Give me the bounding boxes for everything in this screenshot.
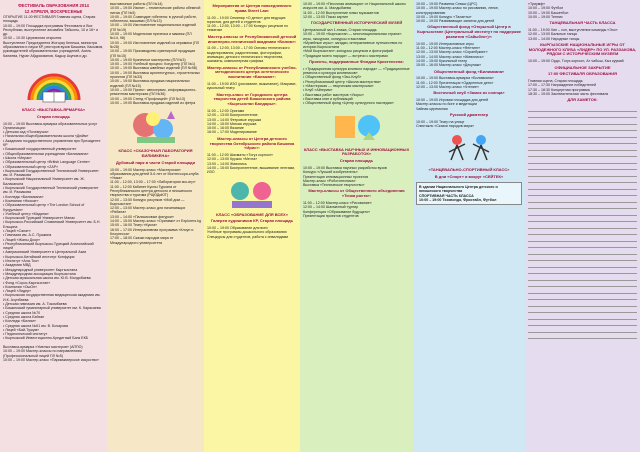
workshops-text: выставочные работы (ПЛ №14) 10:00 – 19:00 Изонит – тематические работы обемной нитью (ПЛ №5) 10:00 – 19:00 Созвездие гобелена: в ручной работе, гобеленом, вышивки (ПЛ №13) 10:00 – 19:00 Изготовление национальных изделий (ПЛ №19) 10:00 – 19:00 Модельная прическа и макияж (ПЛ №14, 98) 10:00 – 19:00 Изготовление изделий из керамики (ПЛ №28) 10:00 – 19:00 Производство сувенирной продукции (ПЛ №15) 10:00 – 19:00 Кузнечное мастерство (ПЛ №3) 10:00 – 19:00 Учебный процесс: Кондитер (ПЛ №1) 10:00 – 19:00 Выставка швейных изделий (ПЛ №98) 10:00 – 19:00 Выставка архитектурных, строительных проектов (ПЛ №33) 10:00 – 19:00 Выставка-продажа национальных изделий (ПЛ №15) 10:00 – 19:00 Проект: автосервис, информационно-ремонтная мастерская (ПЛ №36) 10:00 – 19:00 Стенд «Профлицей» (ПЛ №13) 10:00 – 19:00 Выставка-продажа изделий из фетра [110,2,201,105]
eastern-club-title: Восточный клуб «Замок из солнца» [433,90,505,96]
science-illustration [327,108,387,146]
drama-theatre-body: 10:00 – 19:00 Театр на улице Спектакль «Сказки народов мира» [416,119,475,129]
closing-title: ОФИЦИАЛЬНОЕ ЗАКРЫТИЕ [554,64,611,70]
christensen-body: • «Традиционная культура кочевого народа» — «Традиционные ремесла и культура кочевников» • Общественный фонд «Эко-Клуб» • Республиканский центр «Школа мастерства» • «Мастерская — творческая мастерская» • Клуб «Айгерим» • Выставка работ мастеров «Узоры» • Выставка книг и публикаций • Общественный фонд «Центр культурного наследия» [303,66,410,106]
bilimkana-title: Общественный фонд «Билимкана» [433,68,505,74]
kyrgyzstan-baldary-body: 11:00 – 12:00 Оригами 12:00 – 13:00 Бисероплетение 13:00 – 14:00 Фетровые игрушки 14:00 – 15:00 Мягкая игрушка 15:00 – 16:00 Вязание 16:00 – 17:00 Моделирование [207,108,262,135]
balajan-title: Мастер-классы от Республиканского учебно-методического центра эстетического воспитания «Балажан»: [207,64,297,80]
opening-text: ОТКРЫТИЕ 11.00 ФЕСТИВАЛЯ Главная сцена, Старая площадь 10:00 – 19:00 Площадка программы Фестиваля и Все Республики, выступление ансамбля Табылгы, 10 и 16+ и др. 10:00 – 10:30 Церемония открытия Выступление Председателя Жогорку Кенеша, министра образования и науки КР, ректоров вузов Бишкека, Касымов, руководителей образовательных учреждений, Асель Калиева, Нуран Абдрахманов, Кадыр Акунов и др. [3,15,104,58]
balajan-body: 11:00 – 19:00 ИЗО (рисование, выжигание), Макраме, кукольный театр [207,81,298,91]
class-exhibition-title: КЛАСС «ВЫСТАВКА-ЯРМАРКА» [21,106,86,112]
history-museum-body: Центральный зал 1-этажа, Старая площадь 10:00 – 19:00 «Кыргызстан — многонациональная страна»: игры, экскурсии, конкурсы и выставки «Музейные игры»: загадки, интерактивные путешествия по истории Кыргызстана «Мой Кыргызстан»: конкурсы рисунков и фотографий «Традиции моего народа» — встречи с мастерами [303,27,403,58]
class-exhibition-subtitle: Старая площадь [36,113,71,119]
notes-lines [528,105,637,339]
history-museum-title: ГОСУДАРСТВЕННЫЙ ИСТОРИЧЕСКИЙ МУЗЕЙ [310,20,403,26]
class-dance-subtitle: В дни «Спорт» и вокруг «СЕЙТЕК» [434,174,504,180]
growth-point-title: Мастер-классы от Общественного объединения «Точка роста»: [308,188,405,199]
christensen-title: Проекты, поддержанные Фондом Кристенсена: [309,59,404,65]
bilim-academy-body: 11:00 – 12:00, 13:00 – 17:00 Основы технического моделирования, радиотехники, фотографии, анимации, детского технического творчества, шахматы, компьютерная графика [207,46,291,64]
dance-part-body: 11:00 – 19:00 Хип – хоп, выступление команды «Эхо» 12:00 – 13:00 Бальные танцы 13:00 – 14:00 Народные танцы [528,27,618,41]
festival-date: 12 АПРЕЛЯ, ВОСКРЕСЕНЬЕ [24,9,83,14]
class-science-body: 10:00 – 19:00 Выставка научных разработок вузов Конкурс «Лучший изобретатель» Презентация инновационных проектов Мастер-класс «Робототехника» Выставка «Техническое творчество» [303,165,387,188]
open-center-body: 10:00 – 19:00 Интерактивные игры 11:00 – 12:00 Мастер-класс «Фелтинг» 12:00 – 13:00 Мастер-класс «Скрапбукинг» 13:00 – 14:00 Мастер-класс «Живопись» 14:00 – 15:00 Кукольный театр 15:00 – 16:00 Мастер-класс «Декупаж» [416,41,488,68]
rainbow-books-illustration [23,60,85,106]
streetlaw-title: Мероприятия от Центра повседневного права Street Law: [212,3,292,13]
class-lab-subtitle: Дубовый парк в части Старой площади [115,159,196,165]
column-2 [107,0,204,452]
streetlaw-body: 11:00 – 19:00 Семинар «О детях» для ведущих юристов, для детей и студентов 11:00 – 12:00, 13:00 – 17:00 Конкурс рисунков по тематике [207,15,288,33]
closing-subtitle: 17:00 ФЕСТИВАЛЯ ОБРАЗОВАНИЯ [548,71,617,77]
iris-body: 11:00 – 12:00 Шахматы «Тогуз коргоол» 12:00 – 13:00 Кружок «Мечта» 13:00 – 14:00 Живопись 14:00 – 15:00 Бисероплетение, вышивание лентами, ИЗО [207,153,296,175]
eastern-club-body: 10:00 – 19:00 Игровая площадка для детей Мастер-классы по йоге и медитации Чайная церемония [416,98,489,111]
education-for-all-illustration [224,177,280,211]
bilimkana-body: 10:00 – 19:00 Выставка-ярмарка «Билимкана» 11:00 – 12:00 Презентация «Одаренные дети» 12:00 – 13:00 Мастер-класс «Чтение» [416,76,494,90]
class-science-subtitle: Старая площадь [339,158,374,164]
national-games-body: 10:00 – 19:00 Ордо, Тогуз коргоол, Ат чабыш, Кыз куумай [528,59,624,64]
column-1 [0,0,107,452]
fairy-tale-illustration [127,107,185,147]
column-4 [300,0,413,452]
class-exhibition-body: 10:00 – 19:00 Выставка-ярмарка образовательных услуг Организации: • Детская сад «Почемучка» • Начальная общеобразовательная школа «Дюйм» • Академия государственного управления при Президенте КР • Бишкекский государственный университет • Общеобразовательная учреждения «Билимкана» • Школа «Мерак» • Образовательный центр «British Language Centre» • Образовательный центр «ZAP» • Кыргызский Государственный Технический Университет им. И. Раззакова • Кыргызский Национальный Университет им. Ж. Баласагына • Кыргызский Государственный Технический университет им. И. Раззакова • Колледж «Билимкана» • Компания «Ноокат» • Образовательный центр «The London School of Kyrgyzstan» • Учебный центр «Мадина» • Кыргызский Турецкий Университет Манас • Кыргызско-Российский Славянский Университет им. Б.Н. Ельцина • Лицей «Сапат» • Гимназия им. А.С. Пушкина • Лицей «Жаны Доор» • Республиканский Кыргызско-Турецкий Анатолийский лицей • Американский Университет в Центральной Азии • Кыргызско-Китайский институт Конфуция • Институт «Ала-Тоо» • Академия МВД • Международный университет Кыргызстана • Международная ассоциация Кыргызстана • Детская музыкальная школа им. Ю.В. Молдобаева • Фонд «Сорос-Кыргызстан» • Компания «ОшОн» • Лицей «Лидер» • Кыргызская государственная медицинская академия им. И.К. Ахунбаева • Детская гимназия им. А. Токомбаева • Бишкекский гуманитарный университет им. К. Карасаева • Средняя школа №70 • Средняя школа Бэйхан • Колледж «Билим» • Средняя школа №61 им. В. Бочарова • Лицей «Бай-Тушум» • Педагогический институт • Кыргызский Инвестиционно-Кредитный Банк ЕКБ Выставка-ярмарка «Умелых мастеров» (АППО) 10:00 – 19:00 Мастер-классы по направлениям (Профессиональный лицей ПЛ №5) 10:00 – 19:00 Мастер-класс «Парикмахерское искусство» [3,121,101,362]
class-education-body: 10:00 – 19:00 Образование для всех Учебные программы дошкольного образования Спецкурсы для студентов, работа с инвалидами [207,226,289,239]
class-education-title: КЛАСС «ОБРАЗОВАНИЕ ДЛЯ ВСЕХ» [216,211,288,217]
notes-title: ДЛЯ ЗАМЕТОК: [567,97,598,103]
sand-animation-text: 10:00 – 19:00 «Песочная анимация» от Национальной школы искусств им. А. Малдыбаева 11:00 – 12:00 Выступление юных музыкантов 12:00 – 13:00 Показ картин [303,2,406,19]
sport-list-text: «Триумф» 10:00 – 19:00 Футбол 10:00 – 19:00 Баскетбол 10:00 – 19:00 Теннис [528,2,569,19]
class-education-subtitle: Галерея художников КР, Старая площадь [210,218,294,224]
family-center-text: 10:00 – 19:00 Развития Семьи (ЦРС) 10:00 – 19:00 Мастер-класс по рисованию, лепке, конструированию 10:00 – 19:00 Конкурс «Таланты» 10:00 – 19:00 Развивающие занятия для детей [416,2,499,24]
column-6 [525,0,640,452]
festival-title: ФЕСТИВАЛЬ ОБРАЗОВАНИЯ 2014 [18,3,89,8]
iris-title: Мастер-классы от Центра детского творчества Октябрьского района Бишкека «Ирис»: [209,135,295,151]
growth-point-body: 11:00 – 12:00 Мастер-класс «Рисование» 12:00 – 14:00 Шахматный турнир Конференция «Образование будущего» Презентация проектов студентов [303,201,372,218]
column-3 [204,0,300,452]
national-games-title: КЫРГЫЗСКИЕ НАЦИОНАЛЬНЫЕ ИГРЫ ОТ МОЛОДЕЖНОГО КЛУБА «ЛИДЕР» ПО УЛ. РАЗЗАКОВА, РЯДОМ С ИСТОРИЧЕСКИМ МУЗЕЕМ [528,41,637,57]
class-lab-title: КЛАСС «СКАЗОЧНАЯ ЛАБОРАТОРИЯ БИЛИМКЕНА» [118,148,193,158]
class-science-title: КЛАСС «ВЫСТАВКА НАУЧНЫХ И ИННОВАЦИОННЫХ РАЗРАБОТОК» [303,146,410,157]
drama-theatre-title: Русский драмтеатр [449,112,489,118]
dance-sport-illustration [439,130,499,166]
sport-box-text: В здании Национального Центра детского и юношеского творчества СПОРТИВНАЯ ЧАСТЬ КЛАССА 10:00 – 19:00 Тхэквондо, Фристайл, Футбол [416,182,522,205]
class-lab-body: 10:00 – 19:00 Мастер-класс «Мастерская» образования для детей 5-6 лет от Монтессори-клуба «Умка» 11:00 – 12:00, 13:00 – 17:00 «Лаборатория эко-игр» 11:00 – 12:00 Кабинет Куклы Туркана от Республиканского центра детского и юношеского творчества и туризма (РЦЮДиЮТ) 12:00 – 13:00 Конкурс рисунков «Мой дом — Кыргызстан» 12:00 – 13:00 Мастер-класс для начинающих «Рябина» 13:00 – 14:00 «Пальчиковые фигурки» 14:00 – 15:00 Мастер-класс «Оригами» от Explorers.kg 15:00 – 16:00 Театр «Кукла» 16:00 – 17:00 Интерактивная программа «Клоун и Клоунесса» 17:00 – 18:00 Сказки народов мира от Международного университета [110,167,201,245]
closing-body: Главная сцена, Старая площадь 17:00 – 17:30 Награждение победителей 17:30 – 18:30 Концертная программа 18:30 – 19:00 Заключительная часть фестиваля [528,79,609,97]
kyrgyzstan-baldary-title: Мастер-класс от Городского центра творчества детей Бишкекского района «Кыргызстан Балдары»: [213,91,291,107]
open-center-title: Общественный фонд «Открытый Центр в Кыргызстане (Центральный институт по поддержке развития «Сайыбек»)»: [417,24,521,40]
bilim-academy-title: Мастер-классы от Республиканской детской инженерно-технической академии «Билим»: [207,33,297,44]
class-dance-title: «ТАНЦЕВАЛЬНО-СПОРТИВНЫЙ КЛАСС» [428,167,510,173]
dance-part-title: ТАНЦЕВАЛЬНАЯ ЧАСТЬ КЛАССА [549,20,616,26]
column-5 [413,0,525,452]
